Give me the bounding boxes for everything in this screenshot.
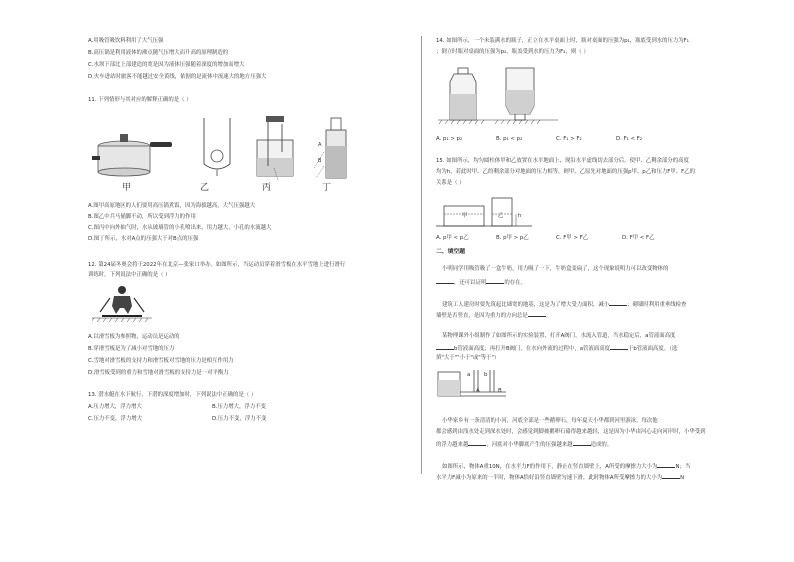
answer-blank[interactable]: [609, 300, 627, 306]
q14-option-a: A. p₁ > p₂: [436, 136, 463, 142]
fill4-line3: 的浮力越来越 ，河底对小华脚底产生的压强越来越 造成的。: [436, 442, 613, 448]
fill3-line1: 某物理课外小组制作了如图所示的实验装置，打开A阀门，水流入管道，当水稳定后，a管液面高度: [442, 333, 676, 339]
q10-option-b: B.高压锅是利用液体的沸点随气压增大而升高的原理制造的: [88, 50, 229, 56]
tube-label-b: b: [484, 372, 488, 378]
fill2-line1: 建筑工人建房时要先筑起比墙宽的地基，这是为了增大受力面积，减小 ；砌墙时利用重垂线检查: [442, 302, 687, 308]
q12-option-c: C.雪地对滑雪板的支持力和滑雪板对雪地的压力是相互作用力: [88, 358, 234, 364]
bottle-figure-ding: [314, 118, 346, 178]
svg-text:A: A: [318, 142, 322, 148]
figure-label-jia: 甲: [122, 183, 132, 193]
column-divider: [421, 36, 422, 474]
q12-stem-line2: 训练时，下列说法中正确的是（ ）: [88, 272, 171, 278]
answer-blank[interactable]: [528, 311, 546, 317]
q13-option-c: C.压力不变，浮力增大: [88, 416, 142, 422]
q11-stem: 11. 下列情形与其对应的解释正确的是（ ）: [88, 97, 192, 103]
q14-stem-line1: 14. 如图所示，一个未装满水的瓶子，正立在水平桌面上时，瓶对桌面的压强为p₁，瓶底受到水的压力为F₁: [436, 38, 689, 44]
container-figure-yi: [204, 118, 230, 176]
q14-option-c: C. F₁ > F₂: [556, 136, 582, 142]
q13-option-a: A.压力增大，浮力增大: [88, 404, 142, 410]
answer-blank[interactable]: [662, 473, 680, 479]
q10-option-a: A.用吸管吸饮料利用了大气压强: [88, 38, 164, 44]
q11-option-c: C.图丙中向外抽气时，水从玻璃管的小孔喷出来，用力越大，小孔的水流越大: [88, 225, 272, 231]
skier-figure: [92, 284, 152, 324]
q11-figure-group: [92, 112, 362, 192]
q15-figure-jia: 甲: [462, 213, 468, 219]
answer-blank[interactable]: [468, 440, 486, 446]
q15-option-b: B. p甲 > p乙: [496, 235, 529, 241]
q12-option-a: A.以滑雪板为参照物，运动员是运动的: [88, 334, 180, 340]
fill2-line2: 墙壁是否竖直，是因为重力的方向总是 。: [436, 313, 552, 319]
svg-text:B: B: [318, 158, 322, 164]
fill1-line1: 小明同学用吸管吸了一盒牛奶，用力吸了一下，牛奶盒变扁了，这个现象说明力可以改变物体的: [442, 266, 669, 272]
answer-blank[interactable]: [486, 278, 504, 284]
answer-blank[interactable]: [573, 440, 591, 446]
q15-option-a: A. p甲 < p乙: [436, 235, 469, 241]
q15-stem-line2: 均为h，若此时甲、乙的剩余部分对地面的压力相等，则甲、乙原先对地面的压强p甲、p乙和压力F甲、F乙的: [436, 169, 696, 175]
fill5-line2: 水平力F减小为原来的一半时，物体A恰好沿竖直墙壁匀速下滑，此时物体A所受摩擦力的大小为 N: [436, 475, 685, 481]
q14-option-d: D. F₁ < F₂: [616, 136, 643, 142]
q10-option-c: C.水坝下部比上部建造的宽是因为液体压强随着深度的增加而增大: [88, 62, 245, 68]
fill3-line2: b管液面高度；再打开B阀门，在水向外流的过程中，a管液面高度 于b管液面高度。（选: [436, 344, 677, 352]
q12-stem-line1: 12. 第24届冬奥会将于2022年在北京—张家口举办。如图所示，当运动员穿着滑雪板在水平雪地上进行滑行: [88, 262, 346, 268]
pressure-cooker-figure: [92, 134, 172, 176]
q10-option-d: D.火车进站时旅客不能越过安全黄线，依据的是流体中流速大的地方压强大: [88, 74, 267, 80]
fill3-line3: 填"大于""小于"或"等于"）: [436, 355, 500, 361]
figure-label-yi: 乙: [200, 183, 210, 193]
section-fill-in-heading: 二、填空题: [436, 249, 465, 255]
figure-label-bing: 丙: [262, 183, 272, 193]
q11-option-a: A.图甲高原地区的人们要用高压锅煮饭，因为海拔越高，大气压强越大: [88, 203, 256, 209]
answer-blank[interactable]: [657, 462, 675, 468]
q11-option-b: B.图乙中兵马俑脚不动，所以受到浮力的作用: [88, 214, 196, 220]
flask-figure-bing: [257, 116, 293, 180]
q14-bottle-figure: [438, 60, 568, 130]
q15-figure-h: h: [518, 213, 522, 219]
q13-stem: 13. 潜水艇在水下航行，下潜的深度增加时，下列说法中正确的是（ ）: [88, 392, 257, 398]
answer-blank[interactable]: [436, 344, 454, 350]
tank-label-B: B: [498, 388, 502, 394]
tube-label-a: a: [467, 372, 471, 378]
q13-option-b: B.压力增大，浮力不变: [212, 404, 266, 410]
q15-stem-line3: 关系是（ ）: [436, 180, 465, 186]
q15-option-c: C. F甲 > F乙: [556, 235, 589, 241]
q12-option-d: D.滑雪板受到的重力和雪地对滑雪板的支持力是一对平衡力: [88, 370, 229, 376]
answer-blank[interactable]: [610, 344, 628, 350]
fill5-line1: 如图所示，物体A重10N，在水平力F的作用下，静止在竖直墙壁上，A所受的摩擦力大小为 N；当: [442, 464, 691, 470]
q15-cylinders-figure: [436, 194, 536, 230]
fill1-line2: ，还可以证明 的存在。: [436, 278, 526, 286]
answer-blank[interactable]: [436, 278, 454, 284]
tank-label-A: A: [476, 388, 480, 394]
tank-pipe-figure: [436, 366, 516, 402]
fill4-line1: 小华家乡有一条清清的小河，河底全部是一些鹅卵石，每年夏天小华都到河里游泳，每次他: [442, 418, 658, 424]
q15-option-d: D. F甲 < F乙: [622, 235, 655, 241]
figure-label-ding: 丁: [322, 183, 332, 193]
q12-option-b: B.穿滑雪板是为了减小对雪地的压力: [88, 346, 175, 352]
q14-stem-line2: ；倒立时瓶对桌面的压强为p₂，瓶盖受到水的压力为F₂，则（ ）: [436, 49, 589, 55]
q15-figure-yi: 乙: [498, 213, 504, 219]
q13-option-d: D.压力不变，浮力不变: [212, 416, 267, 422]
fill4-line2: 都会感到由浅水处走到深水处时，会感觉到脚被鹅卵石硌得越来越轻，这是因为小华由河心走向河岸时，小华受到: [436, 429, 706, 435]
q15-stem-line1: 15. 如图所示，均匀圆柱体甲和乙放置在水平地面上，现沿水平虚线切去部分后，使甲、乙剩余部分的高度: [436, 158, 689, 164]
q14-option-b: B. p₁ < p₂: [496, 136, 523, 142]
q11-option-d: D.图丁所示，水对A点的压强大于对B点的压强: [88, 236, 199, 242]
